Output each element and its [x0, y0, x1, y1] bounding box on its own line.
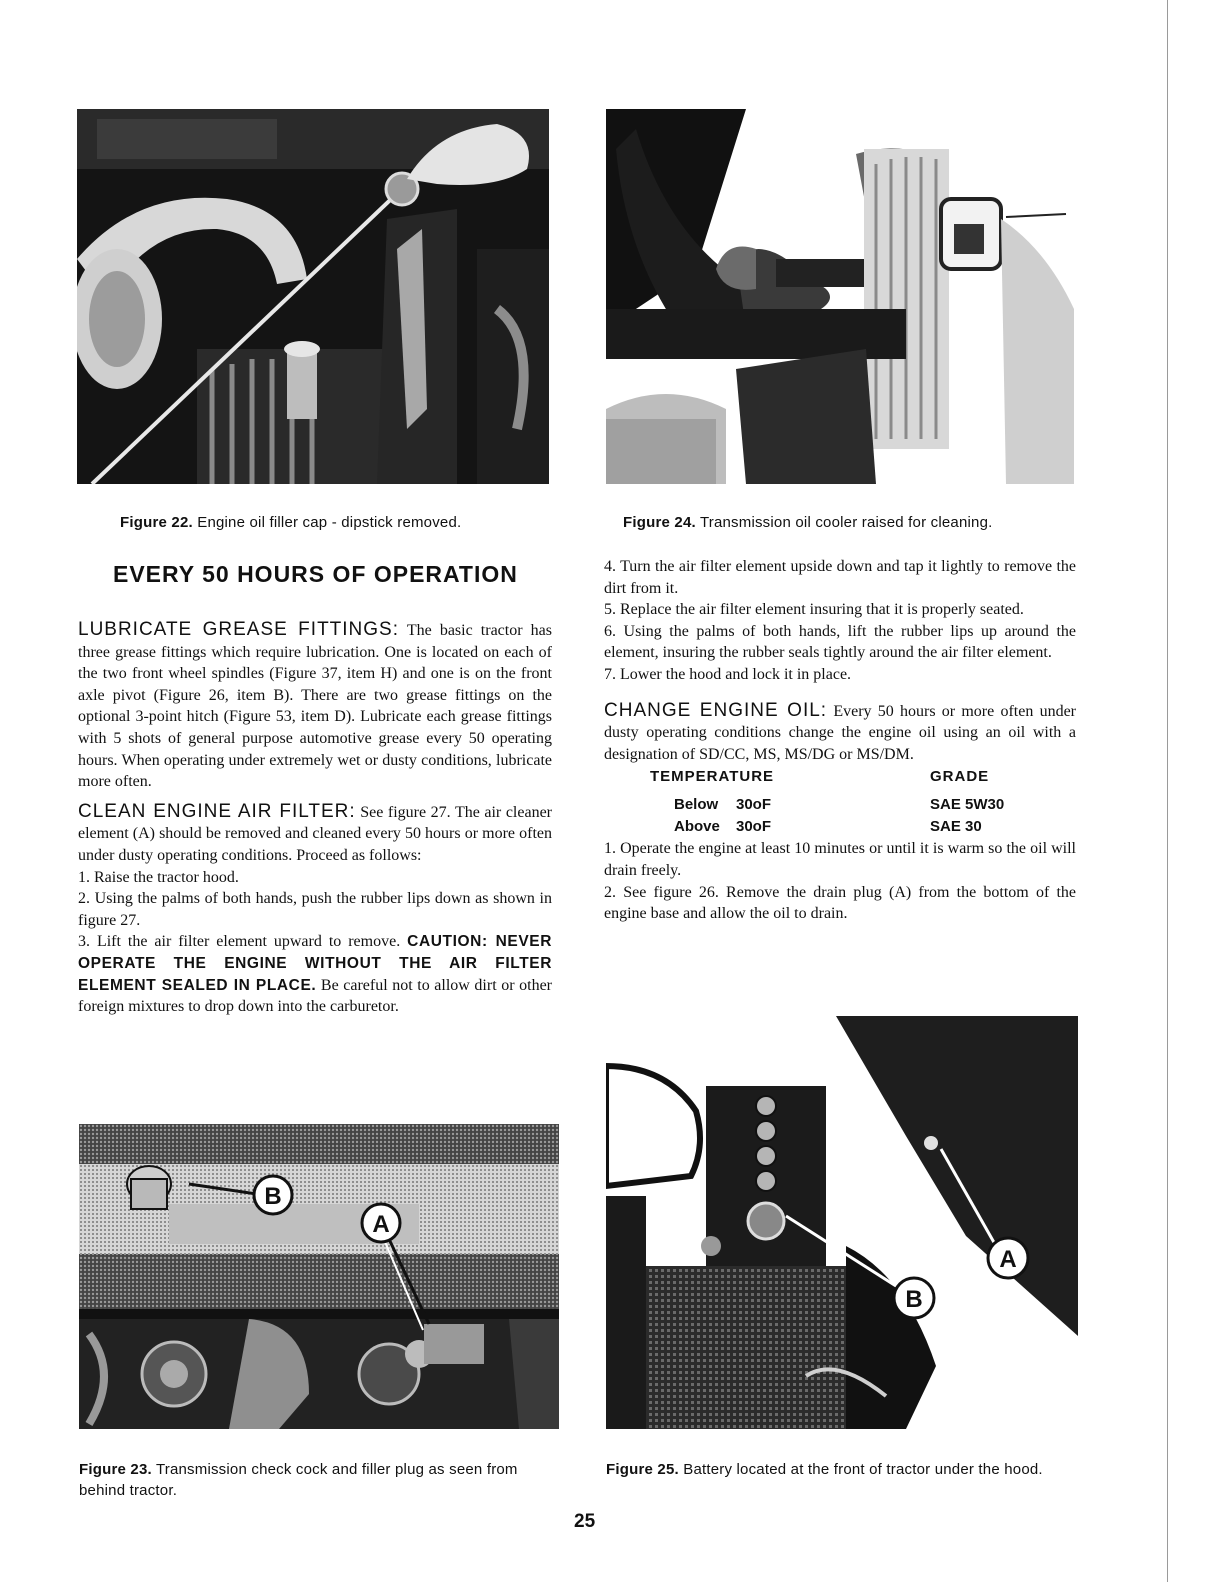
clean-filter-paragraph: [78, 801, 552, 867]
scan-edge-line: [1167, 0, 1168, 1582]
clean-step-3-post: Be careful not to allow dirt or other foreign mixtures to drop down into the carburetor.: [78, 976, 552, 1016]
figure-24-photo: [606, 109, 1074, 484]
oil-row-cond: Above: [674, 818, 720, 836]
figure-23-photo: [79, 1124, 559, 1429]
clean-step-2: 2. Using the palms of both hands, push the rubber lips down as shown in figure 27.: [78, 890, 552, 929]
oil-table-col-grade: GRADE: [930, 768, 990, 786]
oil-row-cond: Below: [674, 796, 719, 814]
figure-25-text: Battery located at the front of tractor under the hood.: [683, 1461, 1043, 1478]
caution-text: CAUTION: NEVER OPERATE THE ENGINE WITHOUT THE AIR FILTER ELEMENT SEALED IN PLACE.: [78, 933, 553, 994]
figure-25-callout-a: A: [999, 1246, 1017, 1273]
figure-23-label: Figure 23.: [79, 1461, 152, 1478]
left-column-text: [78, 619, 552, 1018]
oil-row-grade: SAE 5W30: [930, 796, 1005, 814]
lubricate-body: The basic tractor has three grease fittings which require lubrication. One is located on each of the two front wheel spindles (Figure 37, item H) and one is on the front axle pivot (Figure 26, item B). There are two grease fittings on the optional 3-point hitch (Figure 53, item D). Lubricate each grease fittings with 5 shots of general purpose automotive grease every 50 operating hours. When operating under extremely wet or dusty conditions, lubricate more often.: [78, 622, 552, 791]
figure-24-caption: [623, 512, 1083, 533]
figure-22-text: Engine oil filler cap - dipstick removed.: [197, 514, 462, 531]
filter-step-4: 4. Turn the air filter element upside down and tap it lightly to remove the dirt from it.: [604, 558, 1076, 597]
oil-table-row: [650, 794, 1004, 816]
clean-step-3-pre: 3. Lift the air filter element upward to remove.: [78, 933, 401, 951]
lubricate-heading: LUBRICATE GREASE FITTINGS:: [78, 619, 400, 640]
section-heading: EVERY 50 HOURS OF OPERATION: [113, 561, 518, 587]
figure-25-illustration: [606, 1016, 1078, 1429]
figure-23-illustration: [79, 1124, 559, 1429]
clean-step-1: 1. Raise the tractor hood.: [78, 868, 239, 886]
clean-filter-heading: CLEAN ENGINE AIR FILTER:: [78, 800, 356, 822]
figure-22-illustration: [77, 109, 549, 484]
filter-step-5: 5. Replace the air filter element insuring that it is properly seated.: [604, 601, 1024, 619]
clean-step-3: [78, 931, 552, 1017]
oil-row-temp: 30oF: [736, 818, 772, 836]
oil-row-grade: SAE 30: [930, 818, 982, 836]
figure-25-callout-b: B: [905, 1286, 923, 1313]
filter-step-7: 7. Lower the hood and lock it in place.: [604, 665, 852, 683]
oil-table-header: [650, 766, 1004, 788]
figure-22-label: Figure 22.: [120, 514, 193, 531]
figure-22-caption: [120, 512, 540, 533]
change-oil-heading: CHANGE ENGINE OIL:: [604, 699, 828, 721]
change-oil-body: Every 50 hours or more often under dusty operating conditions change the engine oil using an oil with a designation of SD/CC, MS, MS/DG or MS/DM.: [604, 702, 1077, 763]
figure-23-callout-b: B: [264, 1183, 282, 1210]
oil-step-2: 2. See figure 26. Remove the drain plug (A) from the bottom of the engine base and allow the oil to drain.: [604, 883, 1076, 923]
oil-table-row: [650, 816, 1004, 838]
figure-24-text: Transmission oil cooler raised for cleaning.: [699, 514, 993, 531]
filter-step-6: 6. Using the palms of both hands, lift the rubber lips up around the element, insuring the rubber seals tightly around the air filter element.: [604, 622, 1076, 662]
figure-22-photo: [77, 109, 549, 484]
figure-24-illustration: [606, 109, 1074, 484]
change-oil-paragraph: [604, 700, 1076, 766]
figure-25-photo: [606, 1016, 1078, 1429]
oil-step-1: 1. Operate the engine at least 10 minutes or until it is warm so the oil will drain freely.: [604, 840, 1076, 879]
figure-24-label: Figure 24.: [623, 514, 696, 531]
right-column-text: [604, 556, 1076, 925]
oil-table-col-temperature: TEMPERATURE: [650, 768, 775, 786]
figure-23-callout-a: A: [372, 1211, 390, 1238]
figure-23-text: Transmission check cock and filler plug as seen from behind tractor.: [79, 1461, 518, 1499]
figure-25-label: Figure 25.: [606, 1461, 679, 1478]
oil-row-temp: 30oF: [736, 796, 772, 814]
page-number: 25: [574, 1511, 596, 1532]
lubricate-paragraph: [78, 619, 552, 793]
figure-23-caption: [79, 1459, 557, 1501]
clean-filter-intro: See figure 27. The air cleaner element (A) should be removed and cleaned every 50 hours or more often under dusty operating conditions. Proceed as follows:: [78, 803, 552, 864]
oil-grade-table: [650, 766, 1004, 838]
figure-25-caption: [606, 1459, 1086, 1480]
